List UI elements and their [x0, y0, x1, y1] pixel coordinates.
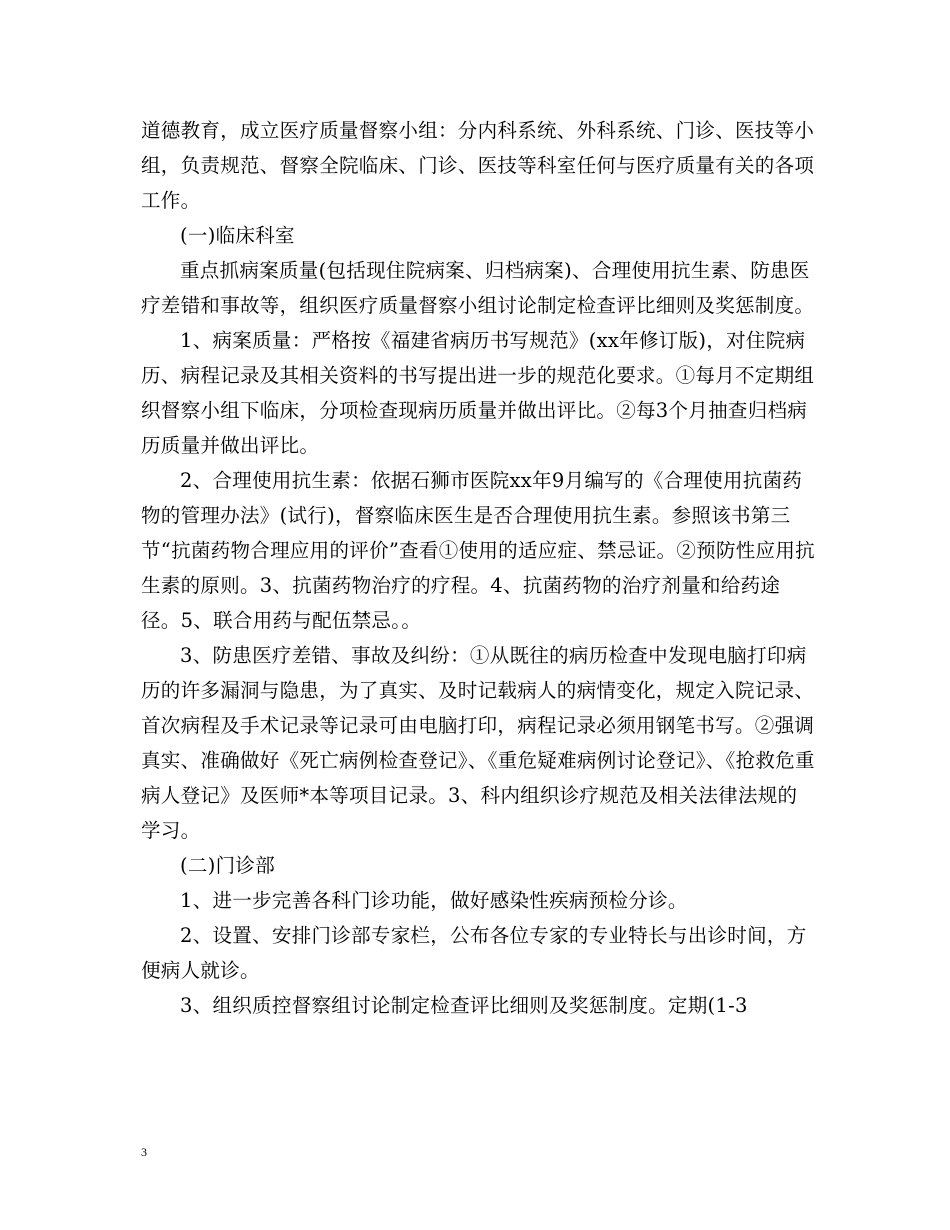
page-number: 3 — [141, 1145, 147, 1159]
paragraph: 2、设置、安排门诊部专家栏，公布各位专家的专业特长与出诊时间，方便病人就诊。 — [141, 924, 807, 982]
paragraph-continued: 道德教育，成立医疗质量督察小组：分内科系统、外科系统、门诊、医技等小组，负责规范、督察全院临床、门诊、医技等科室任何与医疗质量有关的各项工作。 — [141, 119, 815, 212]
paragraph: 1、病案质量：严格按《福建省病历书写规范》(xx年修订版)，对住院病历、病程记录及其相关资料的书写提出进一步的规范化要求。①每月不定期组织督察小组下临床，分项检查现病历质量并做出评比。②每3个月抽查归档病历质量并做出评比。 — [141, 329, 815, 457]
paragraph: 重点抓病案质量(包括现住院病案、归档病案)、合理使用抗生素、防患医疗差错和事故等，组织医疗质量督察小组讨论制定检查评比细则及奖惩制度。 — [141, 259, 815, 317]
paragraph: 3、组织质控督察组讨论制定检查评比细则及奖惩制度。定期(1-3 — [180, 994, 748, 1017]
section-heading-outpatient: (二)门诊部 — [180, 854, 276, 877]
section-heading-clinical: (一)临床科室 — [180, 224, 295, 247]
paragraph: 1、进一步完善各科门诊功能，做好感染性疾病预检分诊。 — [180, 889, 688, 912]
paragraph: 3、防患医疗差错、事故及纠纷：①从既往的病历检查中发现电脑打印病历的许多漏洞与隐患，为了真实、及时记载病人的病情变化，规定入院记录、首次病程及手术记录等记录可由电脑打印，病程记录必须用钢笔书写。②强调真实、准确做好《死亡病例检查登记》、《重危疑难病例讨论登记》、《抢救危重病人登记》及医师*本等项目记录。3、科内组织诊疗规范及相关法律法规的学习。 — [141, 644, 815, 842]
body-text — [141, 113, 816, 1023]
paragraph: 2、合理使用抗生素：依据石狮市医院xx年9月编写的《合理使用抗菌药物的管理办法》(试行)，督察临床医生是否合理使用抗生素。参照该书第三节“抗菌药物合理应用的评价”查看①使用的适应症、禁忌证。②预防性应用抗生素的原则。3、抗菌药物治疗的疗程。4、抗菌药物的治疗剂量和给药途径。5、联合用药与配伍禁忌。。 — [141, 469, 815, 632]
